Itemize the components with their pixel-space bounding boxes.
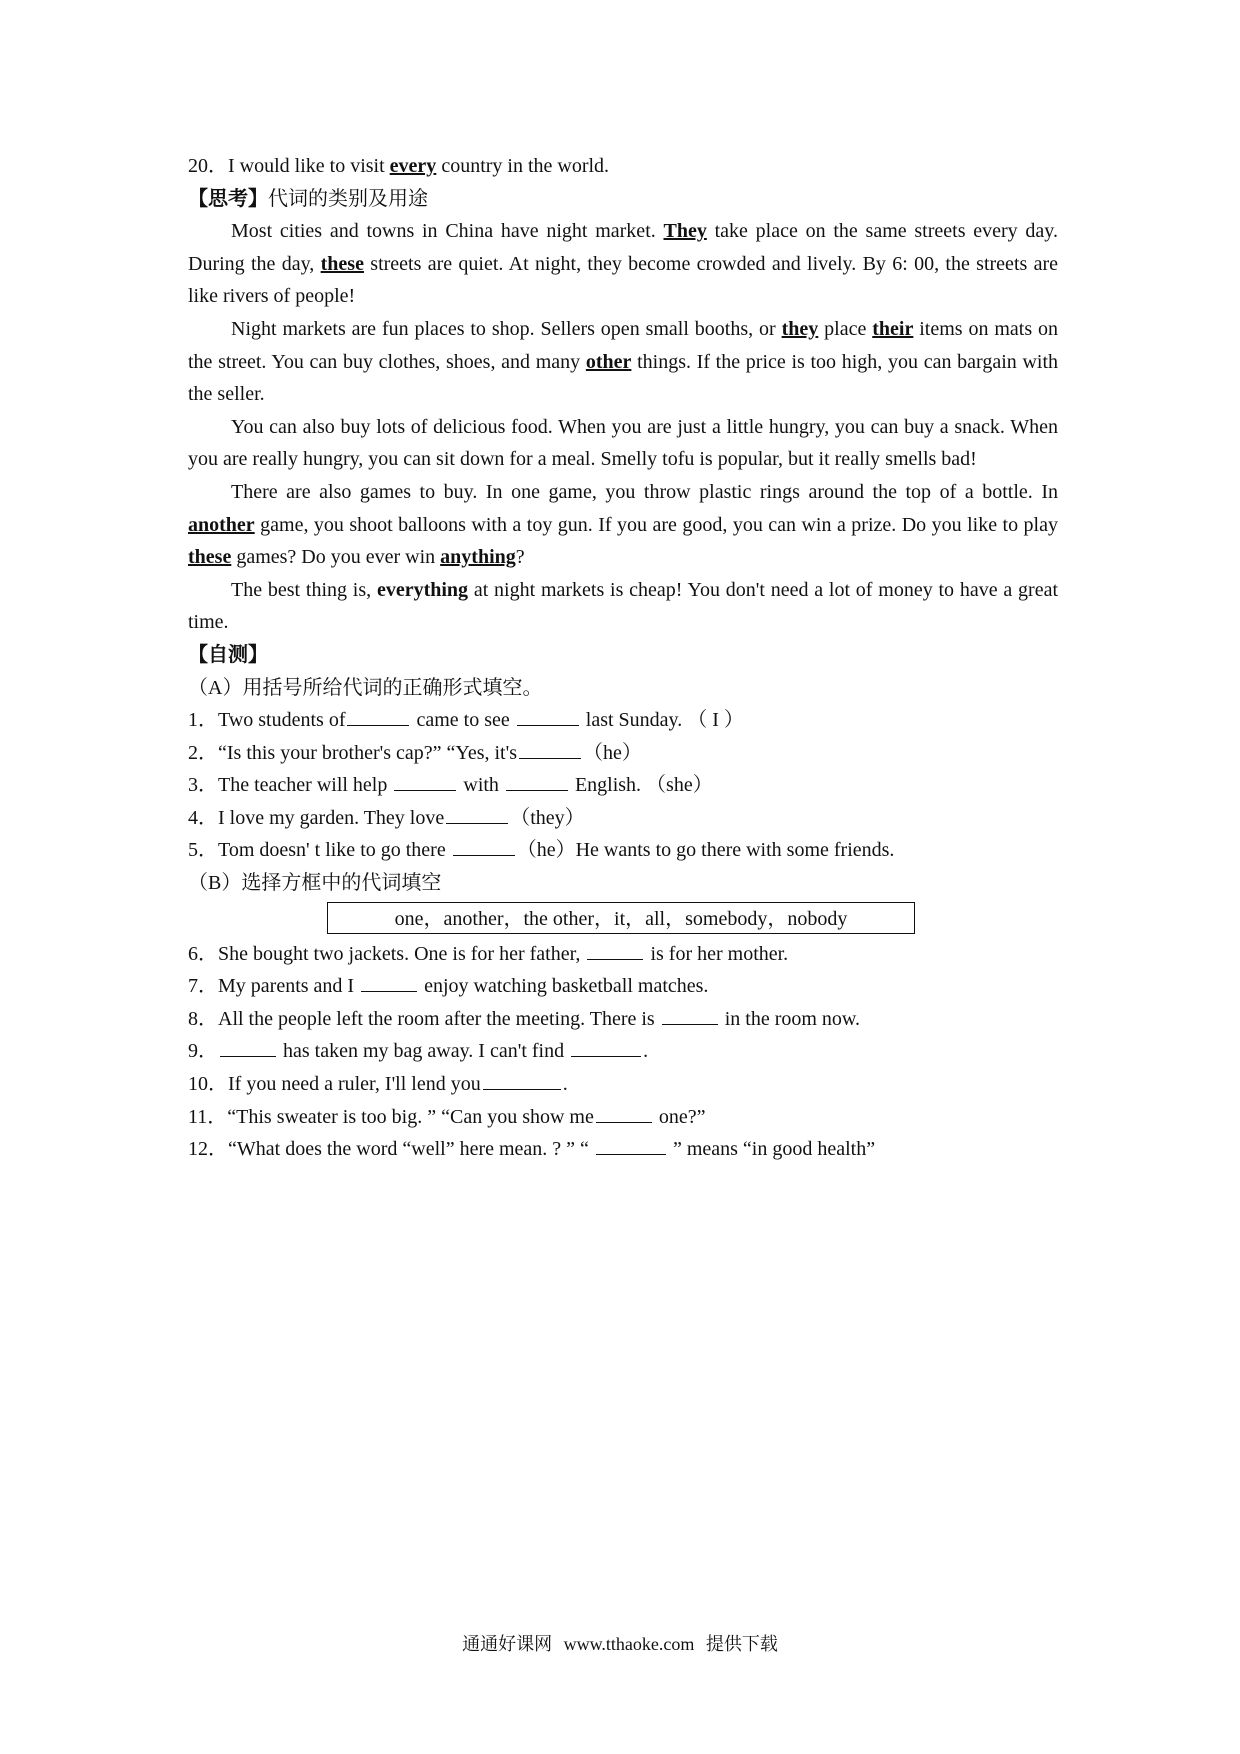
answer-blank[interactable] (446, 803, 508, 824)
worksheet-content (188, 150, 1058, 1166)
answer-blank[interactable] (394, 770, 456, 791)
answer-blank[interactable] (517, 705, 579, 726)
footer-url[interactable]: www.tthaoke.com (563, 1634, 695, 1654)
question-10: 10．If you need a ruler, I'll lend you . (188, 1068, 1058, 1101)
answer-blank[interactable] (596, 1102, 652, 1123)
answer-blank[interactable] (662, 1004, 718, 1025)
question-4: 4．I love my garden. They love （they） (188, 802, 1058, 835)
footer-download-text: 提供下载 (705, 1634, 778, 1655)
passage-paragraph-4: There are also games to buy. In one game, you throw plastic rings around the top of a bottle. In another game, you shoot balloons with a toy gun. If you are good, you can win a prize. Do you like to play these games? Do you ever win anything? (188, 480, 1058, 569)
answer-blank[interactable] (453, 835, 515, 856)
part-a-instruction: （A）用括号所给代词的正确形式填空。 (188, 676, 543, 699)
section-label: 【自测】 (188, 643, 268, 666)
keyword: other (585, 350, 632, 373)
item-20: 20．I would like to visit every country in the world. (188, 155, 610, 177)
part-b-instruction: （B）选择方框中的代词填空 (188, 872, 442, 895)
passage-paragraph-1: Most cities and towns in China have night market. They take place on the same streets every day. During the day, these streets are quiet. At night, they become crowded and lively. By 6: 00, the streets are like rivers of people! (188, 220, 1059, 308)
passage-paragraph-3: You can also buy lots of delicious food. When you are just a little hungry, you can buy a snack. When you are really hungry, you can sit down for a meal. Smelly tofu is popular, but it really smells bad! (188, 415, 1058, 471)
word-box: one，another，the other，it，all，somebody，nobody (327, 902, 915, 934)
keyword: anything (440, 546, 516, 569)
question-7: 7．My parents and I enjoy watching basketball matches. (188, 970, 1058, 1003)
answer-blank[interactable] (483, 1069, 561, 1090)
footer-site-name: 通通好课网 (462, 1634, 553, 1655)
answer-blank[interactable] (506, 770, 568, 791)
question-12: 12．“What does the word “well” here mean. ? ” “ ” means “in good health” (188, 1133, 1058, 1166)
keyword: They (663, 220, 707, 243)
keyword: their (872, 317, 914, 340)
question-6: 6．She bought two jackets. One is for her father, is for her mother. (188, 938, 1058, 971)
keyword: every (389, 155, 437, 177)
think-heading (188, 183, 1058, 216)
answer-blank[interactable] (361, 971, 417, 992)
question-3: 3．The teacher will help with English. （she） (188, 769, 1058, 802)
question-11: 11．“This sweater is too big. ” “Can you show me one?” (188, 1101, 1058, 1134)
passage-paragraph-5: The best thing is, everything at night markets is cheap! You don't need a lot of money to have a great time. (188, 578, 1059, 634)
answer-blank[interactable] (596, 1134, 666, 1155)
keyword: these (320, 252, 364, 275)
answer-blank[interactable] (519, 738, 581, 759)
keyword: these (188, 546, 232, 569)
keyword: they (781, 317, 819, 340)
question-5: 5．Tom doesn' t like to go there （he）He wants to go there with some friends. (188, 834, 1058, 867)
page-footer (0, 1630, 1240, 1656)
question-2: 2．“Is this your brother's cap?” “Yes, it's （he） (188, 737, 1058, 770)
keyword: everything (376, 578, 469, 601)
question-9: 9． has taken my bag away. I can't find . (188, 1035, 1058, 1068)
passage-paragraph-2: Night markets are fun places to shop. Sellers open small booths, or they place their items on mats on the street. You can buy clothes, shoes, and many other things. If the price is too high, you can bargain with the seller. (188, 317, 1058, 406)
question-1: 1．Two students of came to see last Sunday. （ I ） (188, 704, 1058, 737)
answer-blank[interactable] (587, 939, 643, 960)
keyword: another (188, 513, 255, 536)
answer-blank[interactable] (347, 705, 409, 726)
answer-blank[interactable] (220, 1036, 276, 1057)
question-8: 8．All the people left the room after the meeting. There is in the room now. (188, 1003, 1058, 1036)
section-label: 【思考】 (188, 187, 268, 210)
item-number: 20． (188, 155, 228, 177)
section-title: 代词的类别及用途 (268, 187, 428, 210)
selftest-heading (188, 639, 1058, 672)
answer-blank[interactable] (571, 1036, 641, 1057)
